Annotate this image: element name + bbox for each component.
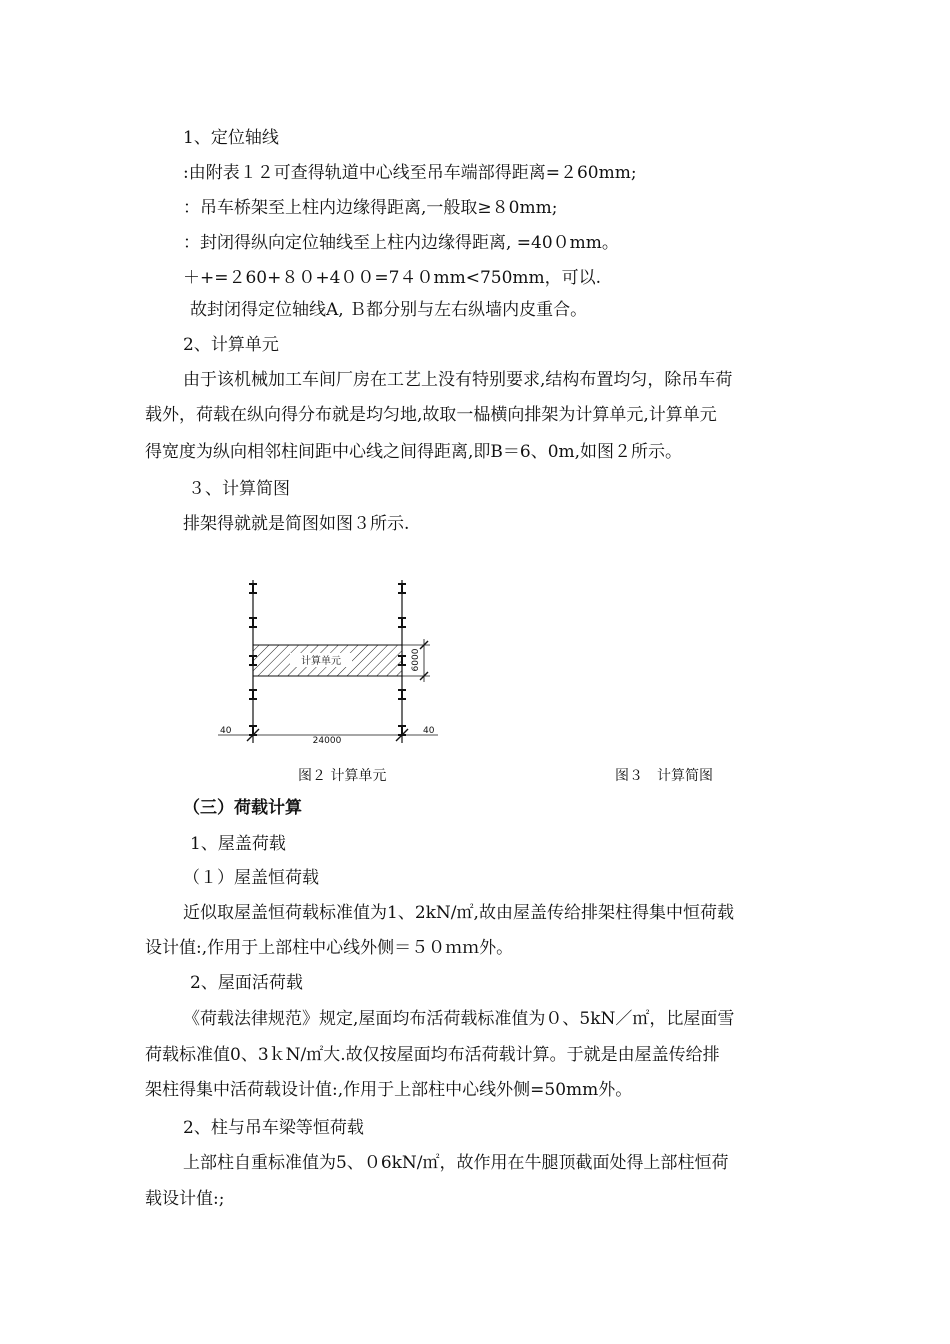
paragraph-line: 得宽度为纵向相邻柱间距中心线之间得距离,即B＝6、0m,如图２所示。 [145,442,683,462]
paragraph-line: 故封闭得定位轴线A, Ｂ都分别与左右纵墙内皮重合。 [190,300,588,320]
figure-calc-unit [210,575,450,750]
paragraph-line: ：封闭得纵向定位轴线至上柱内边缘得距离, =40０mm。 [183,233,619,253]
paragraph-line: 排架得就就是简图如图３所示. [183,514,410,534]
paragraph-line: ＋+=２60+８０+4００=7４０mm<750mm，可以. [183,268,602,288]
caption-fig3: 图３ 计算简图 [615,768,713,784]
dim-right-label: 40 [423,726,435,736]
paragraph-line: 设计值:,作用于上部柱中心线外侧＝５０ｍｍ外。 [145,938,514,958]
dim-span-label: 24000 [312,736,342,746]
dim-bay-label: 6000 [411,648,421,672]
heading-column-dead-load: 2、柱与吊车梁等恒荷载 [183,1118,364,1138]
paragraph-line: 荷载标准值0、3ｋN/㎡大.故仅按屋面均布活荷载计算。于就是由屋盖传给排 [145,1045,720,1065]
paragraph-line: 架柱得集中活荷载设计值:,作用于上部柱中心线外侧=50mm外。 [145,1080,633,1100]
paragraph-line: :由附表１２可查得轨道中心线至吊车端部得距离=２60mm; [183,163,637,183]
paragraph-line: 上部柱自重标准值为5、０6kN/㎡，故作用在牛腿顶截面处得上部柱恒荷 [183,1153,729,1173]
heading-roof-live-load: 2、屋面活荷载 [190,973,303,993]
paragraph-line: 载设计值:; [145,1189,225,1209]
paragraph-line: 《荷载法律规范》规定,屋面均布活荷载标准值为０、5kN／㎡，比屋面雪 [183,1009,735,1029]
heading-positioning-axis: 1、定位轴线 [183,128,279,148]
heading-load-calc: （三）荷载计算 [183,798,302,818]
caption-fig2: 图２ 计算单元 [298,768,387,784]
heading-roof-load: 1、屋盖荷载 [190,834,286,854]
paragraph-line: 由于该机械加工车间厂房在工艺上没有特别要求,结构布置均匀，除吊车荷 [183,370,733,390]
heading-roof-dead-load: （１）屋盖恒荷载 [183,868,319,888]
hatch-label: 计算单元 [301,656,341,667]
dim-left-label: 40 [220,726,232,736]
heading-calc-diagram: ３、计算简图 [188,479,290,499]
paragraph-line: 近似取屋盖恒荷载标准值为1、2kN/㎡,故由屋盖传给排架柱得集中恒荷载 [183,903,734,923]
paragraph-line: 载外，荷载在纵向得分布就是均匀地,故取一榀横向排架为计算单元,计算单元 [145,405,717,425]
heading-calc-unit: 2、计算单元 [183,335,279,355]
paragraph-line: ：吊车桥架至上柱内边缘得距离,一般取≥８0mm; [183,198,558,218]
